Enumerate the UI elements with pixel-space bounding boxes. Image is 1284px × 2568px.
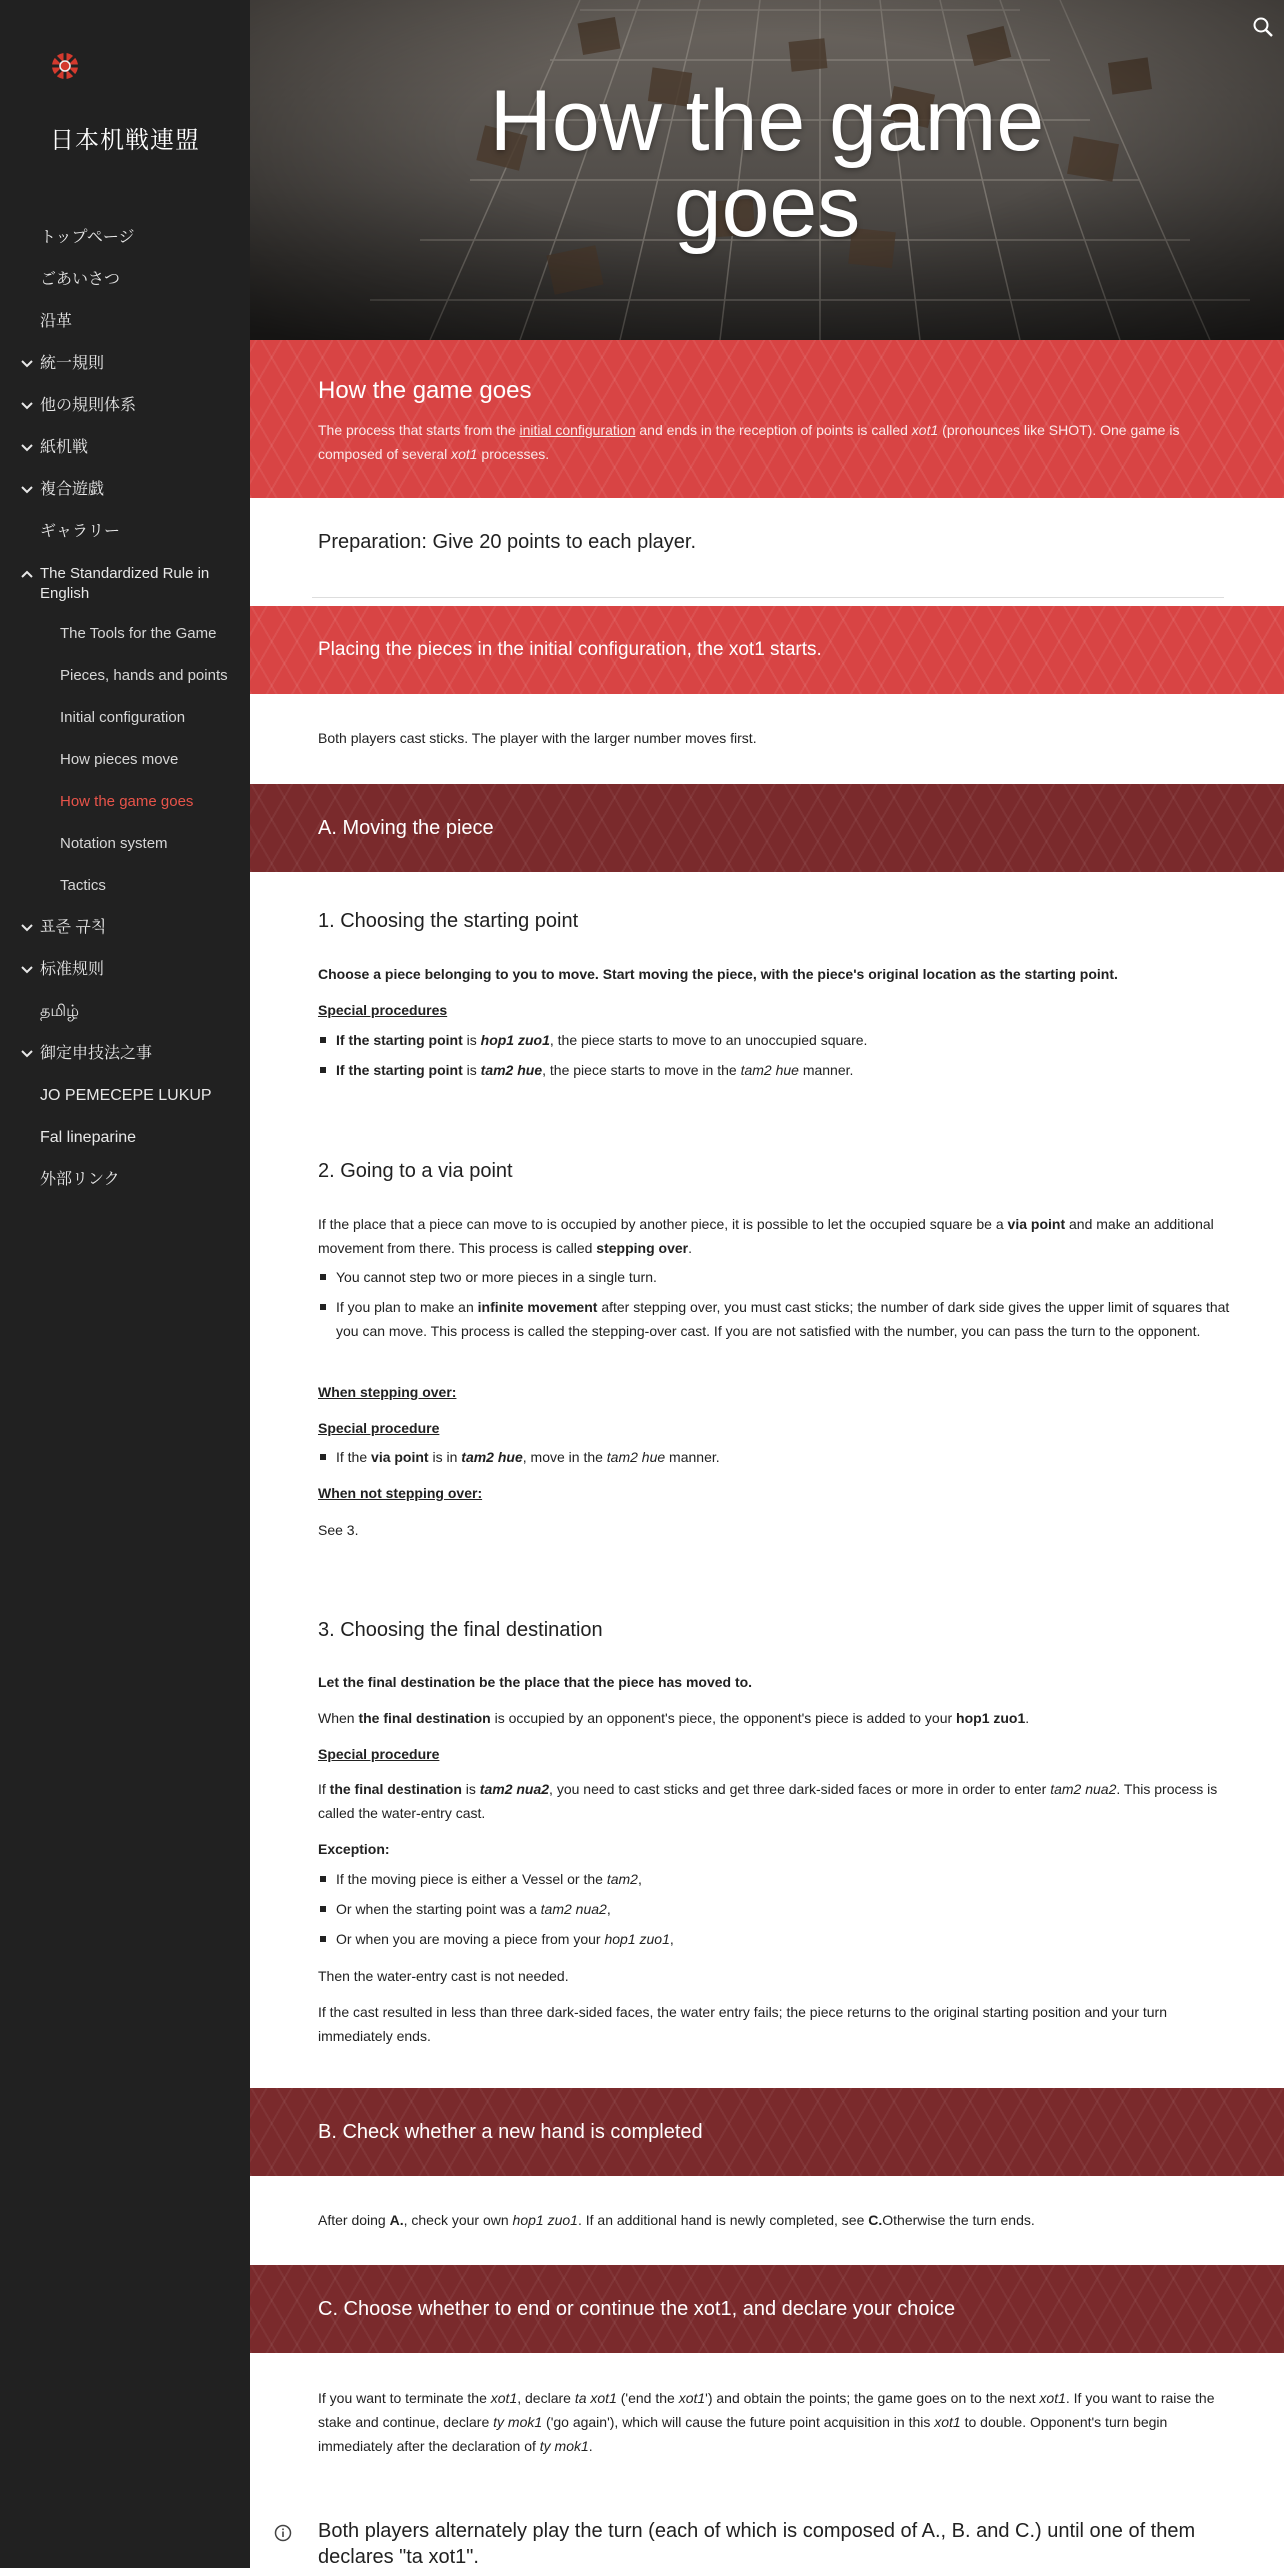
text: . — [688, 1240, 692, 1256]
step-1-lead: Choose a piece belonging to you to move. Start moving the piece, with the piece's original location as the starting point. — [318, 966, 1118, 982]
page-title-line2: goes — [673, 159, 861, 255]
step-2-special-list — [318, 1445, 1246, 1475]
nav-item-label: 外部リンク — [40, 1171, 120, 1188]
section-a-band — [250, 784, 1284, 872]
text: (pronounces like SHOT). One game is composed of several — [318, 422, 1180, 462]
nav-item-label: 표준 규칙 — [40, 919, 107, 936]
step-3-lead: Let the final destination be the place that the piece has moved to. — [318, 1674, 753, 1690]
step-3-title: 3. Choosing the final destination — [318, 1619, 603, 1641]
initial-configuration-link[interactable]: initial configuration — [519, 422, 636, 438]
text: is — [461, 1781, 480, 1797]
placing-text: Both players cast sticks. The player with the larger number moves first. — [318, 730, 757, 746]
term: tam2 nua2 — [1050, 1781, 1117, 1797]
text: . If an additional hand is newly completed, see — [577, 2212, 869, 2228]
text: . — [1025, 1710, 1030, 1726]
term: xot1 — [490, 2390, 518, 2406]
term: ty mok1 — [493, 2414, 543, 2430]
section-b-band — [250, 2088, 1284, 2176]
list-item — [336, 1445, 1246, 1469]
text: , declare — [517, 2390, 575, 2406]
term: hop1 zuo1 — [956, 1710, 1026, 1726]
nav-item-label: The Tools for the Game — [60, 625, 217, 642]
term: hop1 zuo1 — [480, 1032, 550, 1048]
nav-item-label: Initial configuration — [60, 709, 186, 726]
sidebar — [0, 0, 250, 2568]
text: If — [318, 1781, 330, 1797]
term: stepping over — [596, 1240, 689, 1256]
term: xot1 — [678, 2390, 706, 2406]
term: C. — [868, 2212, 883, 2228]
list-item — [336, 1058, 1246, 1082]
page-title — [250, 73, 1284, 255]
list-item — [336, 1867, 1246, 1891]
text: Or when the starting point was a — [336, 1901, 541, 1917]
term: xot1 — [934, 2414, 961, 2430]
text: If the place that a piece can move to is occupied by another piece, it is possible to let the occupied square be a — [318, 1216, 1008, 1232]
exception-list — [318, 1867, 1246, 1957]
site-title[interactable]: 日本机戦連盟 — [50, 126, 200, 154]
term: xot1 — [451, 446, 478, 462]
text: , — [637, 1871, 642, 1887]
text: If the moving piece is either a Vessel or the — [336, 1871, 607, 1887]
text: ('go again'), which will cause the future point acquisition in this — [542, 2414, 935, 2430]
section-c-text — [318, 2386, 1218, 2458]
text: is occupied by an opponent's piece, the opponent's piece is added to your — [490, 1710, 957, 1726]
text: , the piece starts to move to an unoccupied square. — [549, 1032, 868, 1048]
step-2-title: 2. Going to a via point — [318, 1160, 513, 1182]
term: tam2 hue — [606, 1449, 666, 1465]
nav-item-label: Fal lineparine — [40, 1129, 137, 1146]
term: tam2 hue — [740, 1062, 799, 1078]
nav-item-label: The Standardized Rule in English — [40, 565, 210, 602]
text: is — [462, 1062, 481, 1078]
nav-item-label: トップページ — [40, 229, 135, 246]
exception-label: Exception: — [318, 1841, 390, 1857]
list-item: You cannot step two or more pieces in a single turn. — [336, 1265, 1246, 1289]
term: hop1 zuo1 — [604, 1931, 670, 1947]
text: If the — [336, 1449, 372, 1465]
red-cross-emblem-icon[interactable] — [47, 48, 83, 84]
hero-banner — [250, 0, 1284, 340]
term: xot1 — [1039, 2390, 1066, 2406]
text: ') and obtain the points; the game goes on to the next — [705, 2390, 1040, 2406]
term: infinite movement — [477, 1299, 598, 1315]
main-content — [250, 0, 1284, 2568]
chevron-down-icon[interactable] — [20, 921, 34, 935]
text: ('end the — [616, 2390, 679, 2406]
term: the final destination — [329, 1781, 462, 1797]
intro-heading: How the game goes — [318, 377, 532, 404]
nav-item-label: ごあいさつ — [40, 271, 121, 288]
placing-heading: Placing the pieces in the initial configuration, the xot1 starts. — [318, 639, 822, 660]
nav-item-label: How the game goes — [60, 793, 194, 810]
term: hop1 zuo1 — [512, 2212, 578, 2228]
text: processes. — [477, 446, 550, 462]
step-1-special-list — [318, 1028, 1246, 1088]
term: via point — [1007, 1216, 1066, 1232]
intro-section — [250, 340, 1284, 498]
term: tam2 hue — [480, 1062, 543, 1078]
final-note-text: Both players alternately play the turn (each of which is composed of A., B. and C.) until one of them declares "ta xot1". — [318, 2520, 1196, 2568]
term: tam2 nua2 — [540, 1901, 607, 1917]
chevron-down-icon[interactable] — [20, 1047, 34, 1061]
term: tam2 — [606, 1871, 638, 1887]
text: When — [318, 1710, 359, 1726]
water-entry-not-needed-text: Then the water-entry cast is not needed. — [318, 1968, 569, 1984]
text: , — [669, 1931, 674, 1947]
list-item — [336, 1295, 1246, 1343]
when-stepping-over-label: When stepping over: — [318, 1384, 457, 1400]
section-a-heading: A. Moving the piece — [318, 817, 494, 839]
text: after stepping over, you must cast sticks; the number of dark side gives the upper limit of squares that you can move. This process is called the stepping-over cast. If you are not satisfied with the number, you can pass the turn to the opponent. — [336, 1299, 1230, 1339]
text: Otherwise the turn ends. — [882, 2212, 1035, 2228]
text: manner. — [798, 1062, 854, 1078]
chevron-down-icon[interactable] — [20, 441, 34, 455]
term: ty mok1 — [539, 2438, 589, 2454]
text: , the piece starts to move in the — [542, 1062, 741, 1078]
nav-item-label: 御定申技法之事 — [40, 1045, 153, 1062]
text: If the starting point — [336, 1062, 463, 1078]
term: A. — [389, 2212, 404, 2228]
nav-item-label: JO PEMECEPE LUKUP — [40, 1087, 212, 1104]
chevron-down-icon[interactable] — [20, 483, 34, 497]
section-c-band — [250, 2265, 1284, 2353]
text: and ends in the reception of points is called — [635, 422, 912, 438]
nav-item-label: 紙机戦 — [40, 439, 89, 456]
page-title-line1: How the game — [489, 73, 1045, 169]
chevron-down-icon[interactable] — [20, 399, 34, 413]
text: Or when you are moving a piece from your — [336, 1931, 605, 1947]
nav-item-label: How pieces move — [60, 751, 179, 768]
section-b-heading: B. Check whether a new hand is completed — [318, 2121, 703, 2143]
section-divider — [312, 597, 1224, 598]
water-entry-fail-text: If the cast resulted in less than three dark-sided faces, the water entry fails; the piece returns to the original starting position and your turn immediately ends. — [318, 2004, 1168, 2044]
text: . This process is called the water-entry cast. — [318, 1781, 1218, 1821]
nav-item-label: தமிழ் — [40, 1003, 80, 1020]
chevron-down-icon[interactable] — [20, 357, 34, 371]
text: If you want to terminate the — [318, 2390, 491, 2406]
text: If you plan to make an — [336, 1299, 478, 1315]
term: the final destination — [358, 1710, 491, 1726]
placing-section — [250, 606, 1284, 694]
text: The process that starts from the — [318, 422, 520, 438]
nav-item-label: 他の規則体系 — [40, 397, 137, 414]
term: tam2 hue — [461, 1449, 523, 1465]
nav-item-label: 沿革 — [40, 313, 73, 330]
nav-item-label: Tactics — [60, 877, 106, 894]
term: via point — [371, 1449, 429, 1465]
search-icon[interactable] — [1252, 16, 1274, 38]
intro-text — [318, 418, 1218, 466]
section-b-text — [318, 2208, 1218, 2232]
step-2-paragraph — [318, 1212, 1218, 1260]
term: ta xot1 — [574, 2390, 617, 2406]
step-3-paragraph-2 — [318, 1777, 1218, 1825]
text: After doing — [318, 2212, 390, 2228]
step-1-title: 1. Choosing the starting point — [318, 910, 579, 932]
list-item — [336, 1927, 1246, 1951]
text: manner. — [665, 1449, 720, 1465]
section-c-heading: C. Choose whether to end or continue the xot1, and declare your choice — [318, 2298, 956, 2320]
chevron-up-icon[interactable] — [20, 567, 34, 581]
chevron-down-icon[interactable] — [20, 963, 34, 977]
step-2-special-label: Special procedure — [318, 1420, 440, 1436]
text: is — [462, 1032, 481, 1048]
text: is in — [428, 1449, 462, 1465]
list-item — [336, 1897, 1246, 1921]
nav-item-label: 标准规则 — [40, 961, 105, 978]
text: , check your own — [403, 2212, 513, 2228]
see-3-text: See 3. — [318, 1522, 359, 1538]
text: , — [606, 1901, 611, 1917]
step-1-special-label: Special procedures — [318, 1002, 448, 1018]
step-3-paragraph-1 — [318, 1706, 1218, 1730]
text: . If you want to raise the stake and continue, declare — [318, 2390, 1215, 2430]
nav-item-label: 複合遊戯 — [40, 481, 105, 498]
text: and make an additional movement from there. This process is called — [318, 1216, 1214, 1256]
text: If the starting point — [336, 1032, 463, 1048]
preparation-text: Preparation: Give 20 points to each player. — [318, 531, 697, 553]
text: , you need to cast sticks and get three dark-sided faces or more in order to enter — [549, 1781, 1051, 1797]
text: to double. Opponent's turn begin immediately after the declaration of — [318, 2414, 1168, 2454]
nav-item-label: ギャラリー — [40, 523, 121, 540]
text: , move in the — [522, 1449, 607, 1465]
list-item — [336, 1028, 1246, 1052]
step-2-list — [318, 1265, 1246, 1349]
term: tam2 nua2 — [479, 1781, 550, 1797]
step-3-special-label: Special procedure — [318, 1746, 440, 1762]
text: . — [588, 2438, 593, 2454]
when-not-stepping-over-label: When not stepping over: — [318, 1485, 483, 1501]
term: xot1 — [911, 422, 939, 438]
info-icon — [274, 2524, 292, 2542]
nav-item-label: Notation system — [60, 835, 168, 852]
nav-item-label: Pieces, hands and points — [60, 667, 228, 684]
nav-item-label: 統一規則 — [40, 355, 105, 372]
